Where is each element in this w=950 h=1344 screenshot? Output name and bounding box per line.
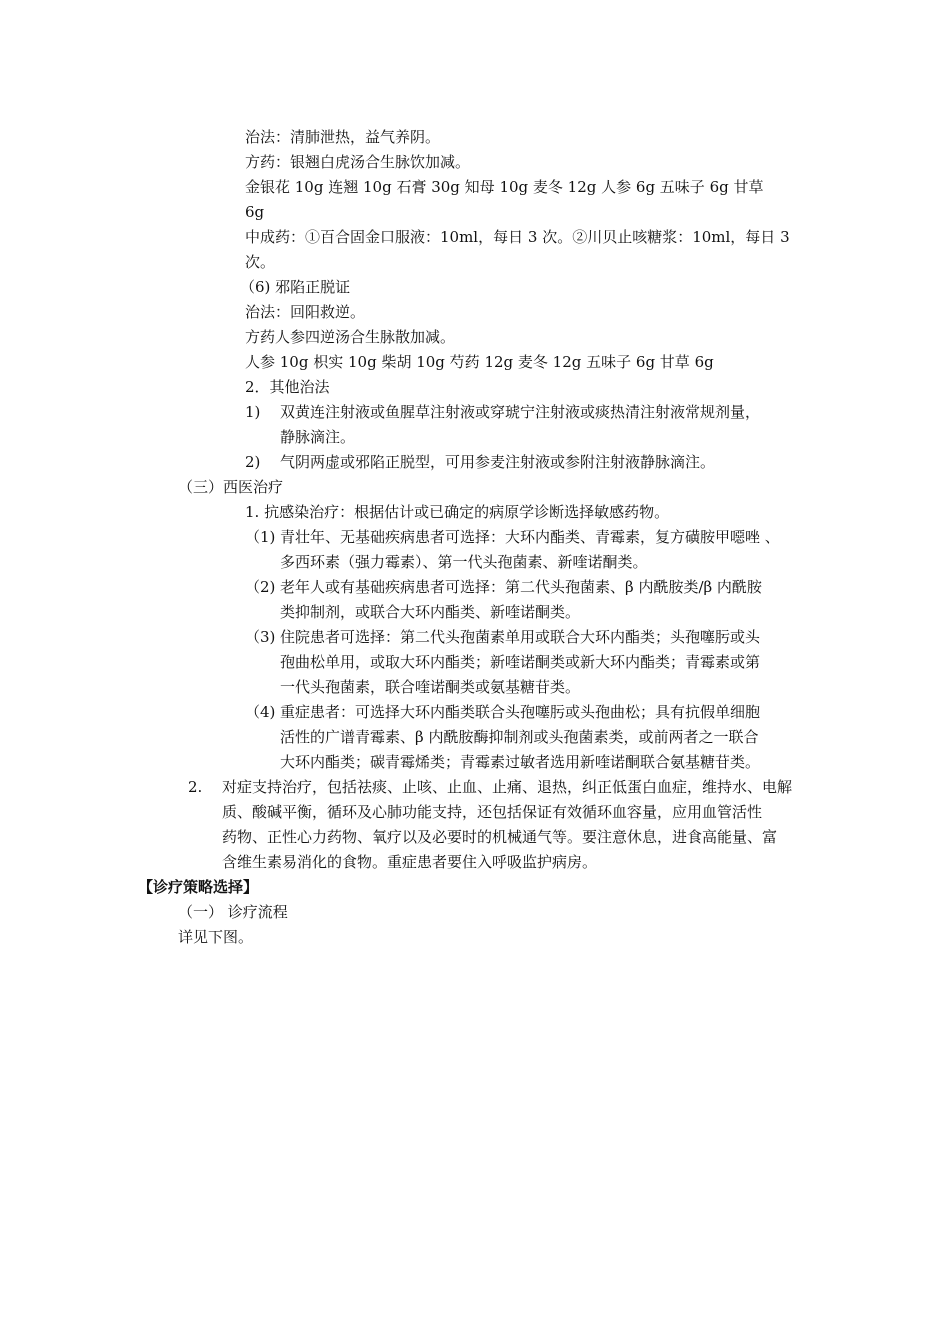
- section-heading: （6) 邪陷正脱证: [240, 278, 351, 296]
- paragraph-line: 次。: [245, 253, 276, 271]
- list-item-line: 类抑制剂，或联合大环内酯类、新喹诺酮类。: [280, 603, 581, 621]
- section-heading: 2．其他治法: [245, 378, 330, 396]
- paragraph-line: 治法：回阳救逆。: [245, 303, 366, 321]
- paragraph-line: 6g: [245, 203, 265, 221]
- list-item-line: 含维生素易消化的食物。重症患者要住入呼吸监护病房。: [222, 853, 598, 871]
- list-item-line: 住院患者可选择：第二代头孢菌素单用或联合大环内酯类；头孢噻肟或头: [280, 628, 761, 646]
- list-item-line: 静脉滴注。: [280, 428, 356, 446]
- paragraph-line: 1. 抗感染治疗：根据估计或已确定的病原学诊断选择敏感药物。: [245, 503, 670, 521]
- list-item-line: 一代头孢菌素，联合喹诺酮类或氨基糖苷类。: [280, 678, 581, 696]
- section-title: 【诊疗策略选择】: [138, 878, 259, 896]
- paragraph-line: 中成药：①百合固金口服液：10ml，每日 3 次。②川贝止咳糖浆：10ml，每日 3: [245, 228, 790, 246]
- paragraph-line: 方药人参四逆汤合生脉散加减。: [245, 328, 456, 346]
- list-item-line: 活性的广谱青霉素、β 内酰胺酶抑制剂或头孢菌素类，或前两者之一联合: [280, 728, 759, 746]
- list-item-line: 青壮年、无基础疾病患者可选择：大环内酯类、青霉素，复方磺胺甲噁唑 、: [280, 528, 780, 546]
- list-number: 2): [245, 453, 261, 471]
- list-item-line: 重症患者：可选择大环内酯类联合头孢噻肟或头孢曲松；具有抗假单细胞: [280, 703, 761, 721]
- list-item-line: 多西环素（强力霉素）、第一代头孢菌素、新喹诺酮类。: [280, 553, 648, 571]
- list-number: （4): [245, 703, 276, 721]
- paragraph-line: 金银花 10g 连翘 10g 石膏 30g 知母 10g 麦冬 12g 人参 6g 五味子 6g 甘草: [245, 178, 764, 196]
- list-item-line: 药物、正性心力药物、氧疗以及必要时的机械通气等。要注意休息，进食高能量、富: [222, 828, 778, 846]
- list-number: 2.: [188, 778, 203, 796]
- section-heading: （一） 诊疗流程: [178, 903, 288, 921]
- list-number: 1): [245, 403, 261, 421]
- list-number: （2): [245, 578, 276, 596]
- paragraph-line: 治法：清肺泄热，益气养阴。: [245, 128, 441, 146]
- list-number: （3): [245, 628, 276, 646]
- list-item-line: 质、酸碱平衡，循环及心肺功能支持，还包括保证有效循环血容量，应用血管活性: [222, 803, 763, 821]
- paragraph-line: 方药：银翘白虎汤合生脉饮加减。: [245, 153, 471, 171]
- list-item-line: 老年人或有基础疾病患者可选择：第二代头孢菌素、β 内酰胺类/β 内酰胺: [280, 578, 762, 596]
- list-number: （1): [245, 528, 276, 546]
- paragraph-line: 人参 10g 枳实 10g 柴胡 10g 芍药 12g 麦冬 12g 五味子 6g 甘草 6g: [245, 353, 714, 371]
- list-item-line: 对症支持治疗，包括祛痰、止咳、止血、止痛、退热，纠正低蛋白血症，维持水、电解: [222, 778, 793, 796]
- list-item-line: 大环内酯类；碳青霉烯类；青霉素过敏者选用新喹诺酮联合氨基糖苷类。: [280, 753, 761, 771]
- list-item-line: 双黄连注射液或鱼腥草注射液或穿琥宁注射液或痰热清注射液常规剂量，: [280, 403, 761, 421]
- paragraph-line: 详见下图。: [178, 928, 254, 946]
- list-item-line: 孢曲松单用，或取大环内酯类；新喹诺酮类或新大环内酯类；青霉素或第: [280, 653, 761, 671]
- list-item-line: 气阴两虚或邪陷正脱型，可用参麦注射液或参附注射液静脉滴注。: [280, 453, 716, 471]
- section-heading: （三）西医治疗: [178, 478, 284, 496]
